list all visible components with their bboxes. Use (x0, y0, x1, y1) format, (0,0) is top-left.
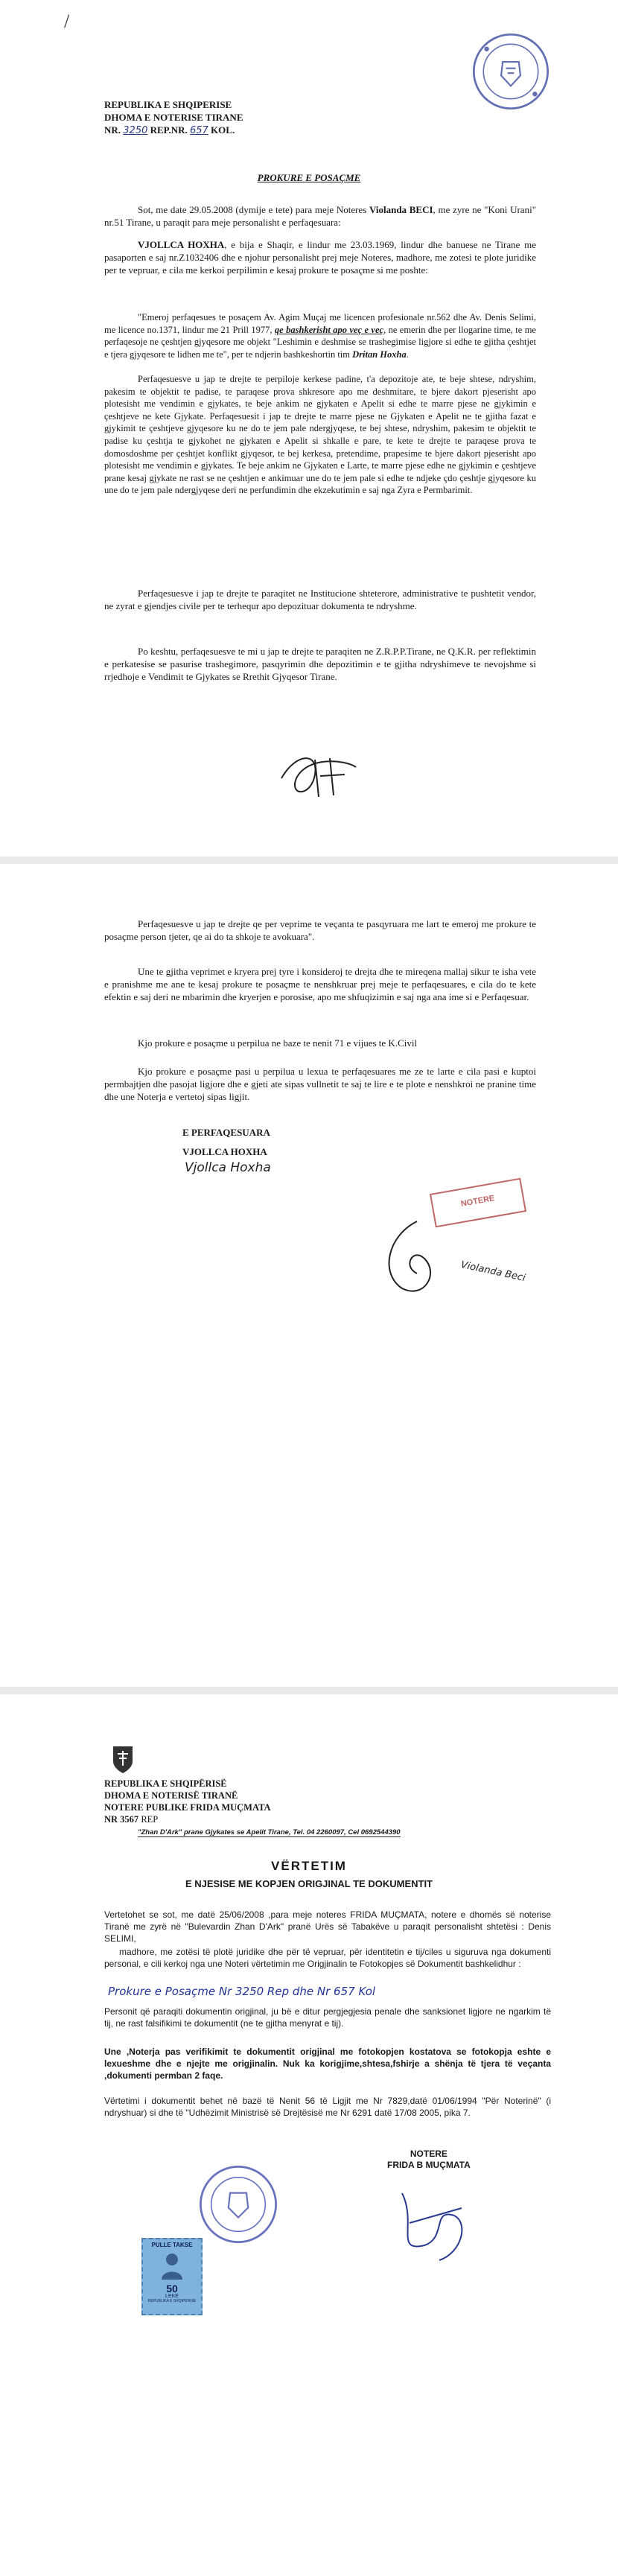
page-title: PROKURE E POSAÇME (257, 172, 361, 183)
notary-stamp: NOTERE (430, 1178, 526, 1228)
tax-stamp-portrait-icon (159, 2250, 185, 2280)
tax-stamp: PULLE TAKSE 50 LEKE REPUBLIKA E SHQIPERISE (141, 2238, 203, 2315)
certificate-text-5: Vërtetimi i dokumentit behet në bazë të Nenit 56 të Ligjit me Nr 7829,datë 01/06/1994 "Për Noterinë" (i ndryshuar) si dhe të "Udhëzimit Ministrisë së Drejtësisë me Nr 6291 datë 17/08 2005, pika 7. (104, 2096, 551, 2118)
document-page-3 (0, 1694, 618, 2576)
initials-signature-icon (274, 745, 371, 804)
header-line-chamber-2: DHOMA E NOTERISË TIRANË (104, 1790, 238, 1801)
kol-number: 657 (189, 125, 208, 136)
issuer-header (104, 98, 243, 137)
represented-signature: Vjollca Hoxha (185, 1160, 271, 1175)
corner-mark: / (64, 10, 70, 32)
substitution-paragraph: Perfaqesuesve u jap te drejte qe per veprime te veçanta te pasqyruara me lart te emeroj me prokure te posaçme person tjeter, qe ai do ta shkoje te avokuara". (104, 918, 536, 942)
reading-paragraph: Kjo prokure e posaçme pasi u perpilua u lexua te perfaqesuares me ze te larte e cila pasi e kuptoi permbajtjen dhe pasojat ligjore dhe e gjeti ate sipas vullnetit te saj te lire e te plote e nenshkroi ne pranine time dhe une Noterja e vertetoj sipas ligjit. (104, 1066, 536, 1102)
notary-seal-icon (471, 31, 551, 112)
notary-signature-icon (372, 1214, 477, 1303)
tax-stamp-value: 50 (166, 2283, 178, 2294)
document-page-2 (0, 864, 618, 1687)
validity-paragraph: Une te gjitha veprimet e kryera prej tyre i konsideroj te drejta dhe te mireqena mallaj sikur te isha vete e pranishme me ane te kesaj prokure te posaçme te nenshkruar prej meje te perfaqesuares, e cila do te kete efektin e saj deri ne mbarimin dhe kryerjen e porosise, apo me shfuqizimin e saj nga ana ime si e Perfaqesuar. (104, 966, 536, 1002)
rep-number: 3250 (123, 125, 148, 136)
certificate-subtitle: E NJESISE ME KOPJEN ORIGJINAL TE DOKUMENTIT (185, 1878, 433, 1889)
principal-paragraph: VJOLLCA HOXHA, e bija e Shaqir, e lindur me 23.03.1969, lindur dhe banuese ne Tirane me pasaporten e saj nr.Z1032406 dhe e njohur personalisht prej meje Noteres, madhore, me zotesi te plote juridike per te vepruar, e cila me kerkoi perpilimin e kesaj prokure te posaçme si me poshte: (104, 239, 536, 276)
header-line-republic-2: REPUBLIKA E SHQIPËRISË (104, 1778, 227, 1789)
notary-name-handwritten: Violanda Beci (459, 1259, 526, 1285)
certificate-text-3: Personit që paraqiti dokumentin origjinal, ju bë e ditur pergjegjesia penale dhe sanksionet ligjore ne ngarkim të tij, ne rast falsifikimi te dokumentit (ne te gjitha menyrat e tij). (104, 2006, 551, 2029)
represented-name: VJOLLCA HOXHA (182, 1146, 267, 1157)
powers-paragraph: Perfaqesuesve u jap te drejte te perpiloje kerkese padine, t'a depozitoje ate, te beje shtese, ndryshim, pakesim te objektit te padise, te paraqese prova shkresore apo me deshmitare, te bjere dakort pjeserisht apo plotesisht me vendimin e gjykates, te beje ankim ne gjykaten e Apelit si edhe te marre pjese ne gjykimin e çeshtjeve ne kete Gjykate. Perfaqesuesit i jap te drejte te marre pjese ne Gjykaten e Apelit ne te gjitha fazat e gjykimit te çeshtjeve gjyqesore ku ne do te jem pale ndergjyqese, te bej shtese, ndryshim, pakesim te objektit te padise ku çeshtja te gjykohet ne gjykaten e Apelit si shkalle e pare, te kete te drejte te paraqese prova te domosdoshme per çeshtjet konflikt gjyqesor, te bej kerkesa, pretendime, prapesime te bjere dakort pjeserisht apo plotesisht me vendimin e gjykates. Te beje ankim ne Gjykaten e Larte, te marre pjese edhe ne gjykimin e çeshtjeve prane kesaj gjykate ne rast se ne çeshtjen e ankimuar une do te jem pale si edhe te ndjeke çdo çeshtje gjyqesore ku une do te jem pale ndergjyqese deri ne perfundimin dhe ekzekutimin e saj nga Zyra e Permbarimit. (104, 374, 536, 496)
header-line-republic: REPUBLIKA E SHQIPERISE (104, 99, 232, 110)
document-page-1 (0, 0, 618, 856)
certificate-text-1: Vertetohet se sot, me datë 25/06/2008 ,para meje noteres FRIDA MUÇMATA, notere e dhomës së noterise Tiranë me zyrë në "Bulevardin Zhan D'Ark" pranë Urës së Tabakëve u paraqit personalisht shtetësi : Denis SELIMI, (104, 1909, 551, 1944)
notary-name: Violanda BECI (369, 204, 433, 215)
legal-basis-paragraph: Kjo prokure e posaçme u perpilua ne baze te nenit 71 e vijues te K.Civil (138, 1037, 418, 1049)
header-line-number: NR. 3250 REP.NR. 657 KOL. (104, 124, 235, 136)
header-line-chamber: DHOMA E NOTERISE TIRANE (104, 112, 243, 123)
registry-paragraph: Po keshtu, perfaqesuesve te mi u jap te drejte te paraqiten ne Z.R.P.P.Tirane, ne Q.K.R. per reflektimin e perkatesise se pasurise trashegimore, pasqyrimin dhe depozitimin e te gjitha ndryshimeve te nevojshme si rrjedhoje e Vendimit te Gjykates se Rrethit Gjyqesor Tirane. (104, 646, 536, 682)
represented-label: E PERFAQESUARA (182, 1127, 270, 1138)
notary-signature-block: NOTERE FRIDA B MUÇMATA (387, 2149, 471, 2170)
coat-of-arms-icon (112, 1745, 134, 1775)
issuer-header-2 (104, 1778, 271, 1825)
institutions-paragraph: Perfaqesuesve i jap te drejte te paraqitet ne Institucione shteterore, administrative te pushtetit vendor, ne zyrat e gjendjes civile per te terhequr apo depozituar dokumenta te ndryshme. (104, 588, 536, 611)
header-line-notary: NOTERE PUBLIKE FRIDA MUÇMATA (104, 1802, 271, 1813)
notary-signature-2-icon (387, 2178, 484, 2268)
certificate-title: VËRTETIM (271, 1859, 347, 1873)
notary-address: "Zhan D'Ark" prane Gjykates se Apelit Tirane, Tel. 04 2260097, Cel 0692544390 (138, 1828, 401, 1836)
header-line-number-2: NR 3567 REP (104, 1814, 159, 1825)
intro-paragraph: Sot, me date 29.05.2008 (dymije e tete) para meje Noteres Violanda BECI, me zyre ne "Koni Urani" nr.51 Tirane, u paraqit para meje personalisht e perfaqesuara: (104, 204, 536, 228)
deceased-name: Dritan Hoxha (352, 349, 407, 360)
appointment-paragraph: "Emeroj perfaqesues te posaçem Av. Agim Muçaj me licencen profesionale nr.562 dhe Av. Denis Selimi, me licence no.1371, lindur me 21 Prill 1977, qe bashkerisht apo veç e veç, ne emerin dhe per llogarine time, te me perfaqesoje ne çeshtjen gjyqesore me objekt "Leshimin e deshmise se trashegimise ligjore si edhe te gjitha çeshtjet e tjera gjyqesore te lidhen me te", per te ndjerin bashkeshortin tim Dritan Hoxha. (104, 312, 536, 360)
handwritten-document-ref: Prokure e Posaçme Nr 3250 Rep dhe Nr 657 Kol (108, 1985, 376, 1998)
certificate-text-2: madhore, me zotësi të plotë juridike dhe për të vepruar, për identitetin e tij/ciles u siguruva nga dokumenti personal, e cili kerkoj nga une Noteri vërtetimin me Origjinalin te Fotokopjes së Dokumentit bashkelidhur : (104, 1947, 551, 1969)
principal-name: VJOLLCA HOXHA (138, 239, 225, 250)
notary-seal-blue-icon (197, 2163, 279, 2245)
certificate-text-4: Une ,Noterja pas verifikimit te dokumentit origjinal me fotokopjen kostatova se fotokopja eshte e lexueshme dhe e njejte me origjinalin. Nuk ka korigjime,shtesa,fshirje a shënja të tjera të veçanta ,dokumenti permban 2 faqe. (104, 2047, 551, 2081)
